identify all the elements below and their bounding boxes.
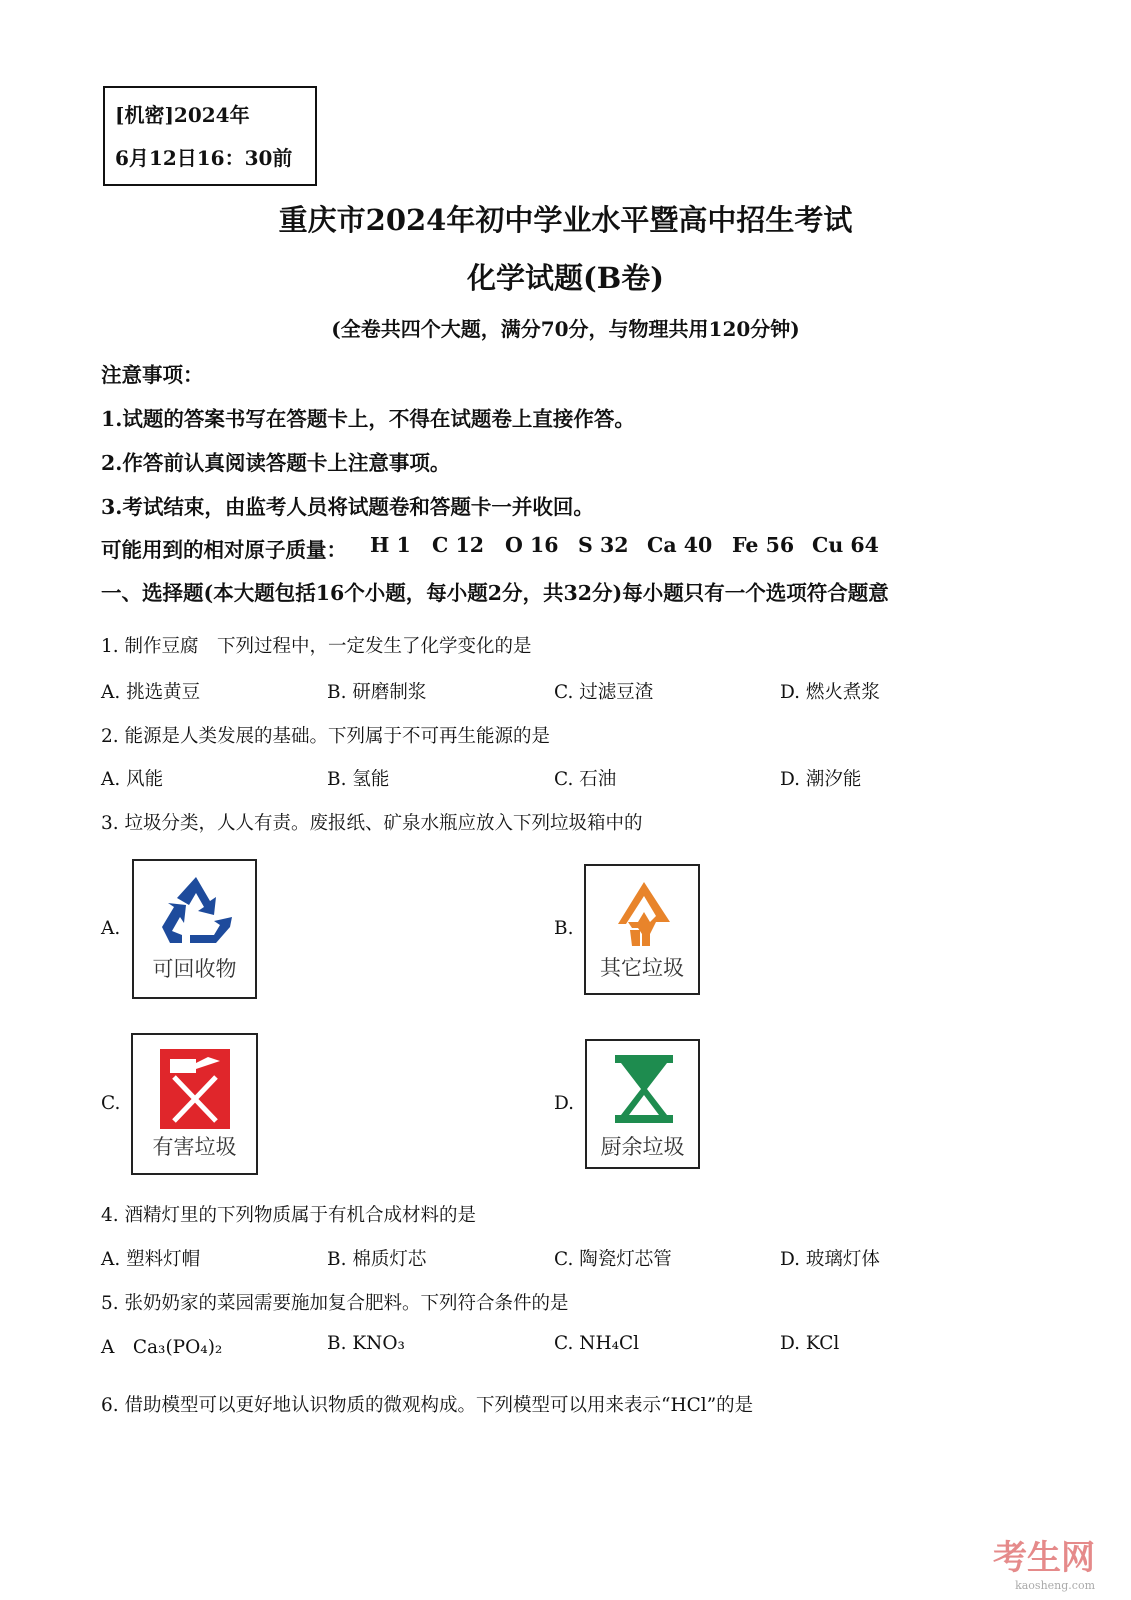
- option: C.: [101, 1093, 121, 1114]
- recycle-bin-image: [132, 859, 257, 999]
- option: A. 挑选黄豆: [101, 682, 201, 703]
- atomic-mass: C 12: [432, 533, 484, 557]
- atomic-mass: Cu 64: [812, 533, 879, 557]
- atomic-mass: Ca 40: [647, 533, 713, 557]
- option: C. NH₄Cl: [554, 1333, 640, 1354]
- question-stem: 3. 垃圾分类，人人有责。废报纸、矿泉水瓶应放入下列垃圾箱中的: [101, 813, 643, 834]
- atomic-mass-label: 可能用到的相对原子质量：: [101, 538, 347, 562]
- question-stem: 4. 酒精灯里的下列物质属于有机合成材料的是: [101, 1205, 477, 1226]
- bin-label: 厨余垃圾: [600, 1135, 685, 1159]
- atomic-mass: H 1: [370, 533, 411, 557]
- notice-heading: 注意事项：: [101, 363, 204, 387]
- notice-item: 3.考试结束，由监考人员将试题卷和答题卡一并收回。: [101, 495, 594, 519]
- recycle-icon: [156, 875, 236, 945]
- atomic-mass: O 16: [505, 533, 559, 557]
- option: A. 塑料灯帽: [101, 1249, 201, 1270]
- bin-label: 有害垃圾: [152, 1135, 237, 1159]
- question-stem: 5. 张奶奶家的菜园需要施加复合肥料。下列符合条件的是: [101, 1293, 569, 1314]
- bin-label: 其它垃圾: [600, 956, 684, 980]
- harmful-waste-icon: [160, 1049, 230, 1129]
- confidential-line2: 6月12日16：30前: [115, 146, 293, 170]
- watermark-url: kaosheng.com: [1015, 1579, 1095, 1592]
- option: A Ca₃(PO₄)₂: [101, 1337, 223, 1358]
- question-stem: 6. 借助模型可以更好地认识物质的微观构成。下列模型可以用来表示“HCl”的是: [101, 1395, 754, 1416]
- option: C. 陶瓷灯芯管: [554, 1249, 672, 1270]
- option: B. 研磨制浆: [327, 682, 427, 703]
- other-waste-icon: [612, 880, 676, 948]
- question-stem: 1. 制作豆腐 下列过程中，一定发生了化学变化的是: [101, 636, 532, 657]
- option: B. 棉质灯芯: [327, 1249, 427, 1270]
- page-subtitle: 化学试题(B卷): [467, 261, 664, 295]
- confidential-box: [103, 86, 317, 186]
- option: C. 石油: [554, 769, 617, 790]
- notice-item: 2.作答前认真阅读答题卡上注意事项。: [101, 451, 451, 475]
- option: D. KCl: [780, 1333, 840, 1354]
- kitchen-waste-icon: [613, 1053, 675, 1125]
- option: A. 风能: [101, 769, 164, 790]
- option: D. 燃火煮浆: [780, 682, 880, 703]
- harmful-waste-bin-image: [131, 1033, 258, 1175]
- confidential-line1: [机密]2024年: [115, 103, 250, 127]
- option: B.: [554, 918, 574, 939]
- watermark: [993, 1530, 1095, 1592]
- atomic-mass: S 32: [578, 533, 629, 557]
- option: B. KNO₃: [327, 1333, 405, 1354]
- atomic-mass: Fe 56: [732, 533, 795, 557]
- option: A.: [101, 918, 121, 939]
- watermark-text: 考生网: [993, 1538, 1095, 1578]
- option: C. 过滤豆渣: [554, 682, 654, 703]
- section-heading: 一、选择题(本大题包括16个小题，每小题2分，共32分)每小题只有一个选项符合题意: [101, 581, 889, 605]
- option: D. 潮汐能: [780, 769, 862, 790]
- exam-info: (全卷共四个大题，满分70分，与物理共用120分钟): [331, 317, 800, 341]
- option: D. 玻璃灯体: [780, 1249, 880, 1270]
- bin-label: 可回收物: [152, 957, 237, 981]
- page-title: 重庆市2024年初中学业水平暨高中招生考试: [278, 203, 853, 237]
- option: B. 氢能: [327, 769, 390, 790]
- kitchen-waste-bin-image: [585, 1039, 700, 1169]
- option: D.: [554, 1093, 575, 1114]
- other-waste-bin-image: [584, 864, 700, 995]
- question-stem: 2. 能源是人类发展的基础。下列属于不可再生能源的是: [101, 726, 551, 747]
- notice-item: 1.试题的答案书写在答题卡上，不得在试题卷上直接作答。: [101, 407, 635, 431]
